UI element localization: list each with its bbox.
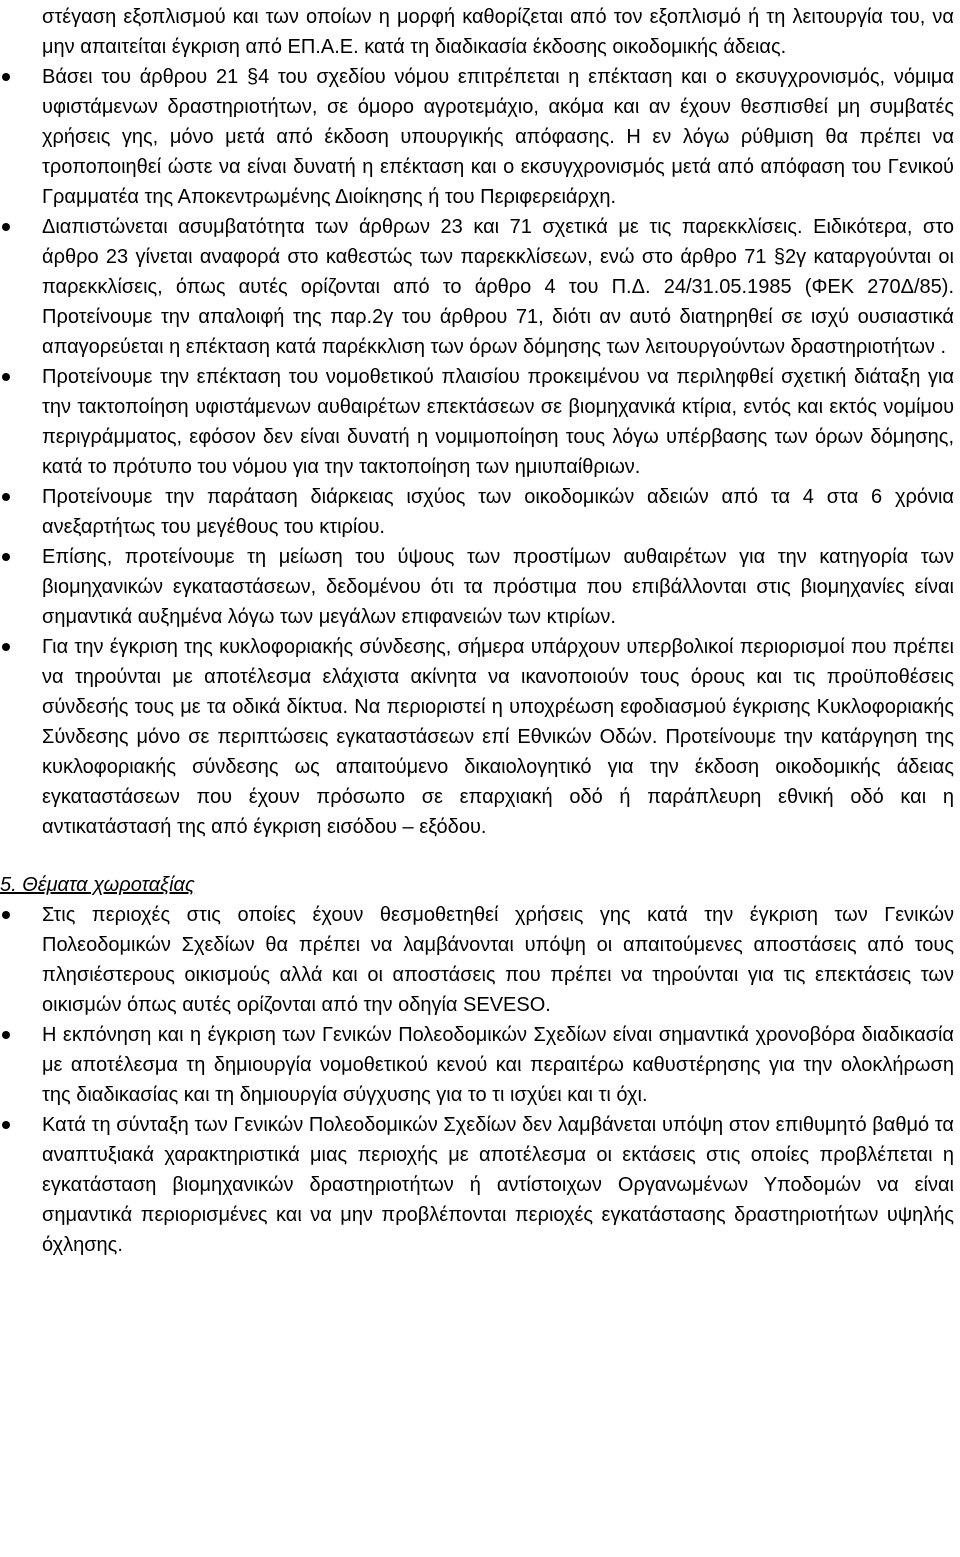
bullet-dot-icon (2, 373, 10, 381)
bullet-text: Προτείνουμε την επέκταση του νομοθετικού πλαισίου προκειμένου να περιληφθεί σχετική διάταξη για την τακτοποίηση υφιστάμενων αυθαιρέτων επεκτάσεων σε βιομηχανικά κτίρια, εντός και εκτός νομίμου περιγράμματος, εφόσον δεν είναι δυνατή η νομιμοποίηση τους λόγω υπέρβασης των όρων δόμησης, κατά το πρότυπο του νόμου για την τακτοποίηση των ημιυπαίθριων. (42, 366, 954, 478)
bullet-text: Προτείνουμε την παράταση διάρκειας ισχύος των οικοδομικών αδειών από τα 4 στα 6 χρόνια ανεξαρτήτως του μεγέθους του κτιρίου. (42, 486, 954, 538)
carryover-paragraph: στέγαση εξοπλισμού και των οποίων η μορφή καθορίζεται από τον εξοπλισμό ή τη λειτουργία του, να μην απαιτείται έγκριση από ΕΠ.Α.Ε. κατά τη διαδικασία έκδοσης οικοδομικής άδειας. (42, 6, 954, 58)
bullet-dot-icon (2, 911, 10, 919)
section-heading: 5. Θέματα χωροταξίας (0, 874, 195, 896)
bullet-item (0, 362, 954, 482)
bullet-text: Στις περιοχές στις οποίες έχουν θεσμοθετηθεί χρήσεις γης κατά την έγκριση των Γενικών Πολεοδομικών Σχεδίων θα πρέπει να λαμβάνονται υπόψη οι απαιτούμενες αποστάσεις από τους πλησιέστερους οικισμούς αλλά και οι αποστάσεις που πρέπει να τηρούνται για τις επεκτάσεις των οικισμών όπως αυτές ορίζονται από την οδηγία SEVESO. (42, 904, 954, 1016)
bullet-dot-icon (2, 1121, 10, 1129)
bullet-item (0, 900, 954, 1020)
bullet-item (0, 632, 954, 842)
bullet-item (0, 482, 954, 542)
bullet-text: Επίσης, προτείνουμε τη μείωση του ύψους των προστίμων αυθαιρέτων για την κατηγορία των βιομηχανικών εγκαταστάσεων, δεδομένου ότι τα πρόστιμα που επιβάλλονται στις βιομηχανίες είναι σημαντικά αυξημένα λόγω των μεγάλων επιφανειών των κτιρίων. (42, 546, 954, 628)
bullet-item (0, 1020, 954, 1110)
bullet-text: Για την έγκριση της κυκλοφοριακής σύνδεσης, σήμερα υπάρχουν υπερβολικοί περιορισμοί που πρέπει να τηρούνται με αποτέλεσμα ελάχιστα ακίνητα να ικανοποιούν τους όρους και τις προϋποθέσεις σύνδεσής τους με τα οδικά δίκτυα. Να περιοριστεί η υποχρέωση εφοδιασμού έγκρισης Κυκλοφοριακής Σύνδεσης μόνο σε περιπτώσεις εγκαταστάσεων επί Εθνικών Οδών. Προτείνουμε την κατάργηση της κυκλοφοριακής σύνδεσης ως απαιτούμενο δικαιολογητικό για την έκδοση οικοδομικής άδειας εγκαταστάσεων που έχουν πρόσωπο σε επαρχιακή οδό ή παράπλευρη εθνική οδό και η αντικατάστασή της από έγκριση εισόδου – εξόδου. (42, 636, 954, 838)
bullet-dot-icon (2, 223, 10, 231)
bullet-dot-icon (2, 1031, 10, 1039)
bullet-text: Βάσει του άρθρου 21 §4 του σχεδίου νόμου επιτρέπεται η επέκταση και ο εκσυγχρονισμός, νόμιμα υφιστάμενων δραστηριοτήτων, σε όμορο αγροτεμάχιο, ακόμα και αν έχουν θεσπισθεί μη συμβατές χρήσεις γης, μόνο μετά από έκδοση υπουργικής απόφασης. Η εν λόγω ρύθμιση θα πρέπει να τροποποιηθεί ώστε να είναι δυνατή η επέκταση και ο εκσυγχρονισμός μετά από απόφαση του Γενικού Γραμματέα της Αποκεντρωμένης Διοίκησης ή του Περιφερειάρχη. (42, 66, 954, 208)
bullet-text: Διαπιστώνεται ασυμβατότητα των άρθρων 23 και 71 σχετικά με τις παρεκκλίσεις. Ειδικότερα, στο άρθρο 23 γίνεται αναφορά στο καθεστώς των παρεκκλίσεων, ενώ στο άρθρο 71 §2γ καταργούνται οι παρεκκλίσεις, όπως αυτές ορίζονται από το άρθρο 4 του Π.Δ. 24/31.05.1985 (ΦΕΚ 270Δ/85). Προτείνουμε την απαλοιφή της παρ.2γ του άρθρου 71, διότι αν αυτό διατηρηθεί σε ισχύ ουσιαστικά απαγορεύεται η επέκταση κατά παρέκκλιση των όρων δόμησης των λειτουργούντων δραστηριοτήτων . (42, 216, 954, 358)
bullet-item (0, 62, 954, 212)
bullet-item (0, 212, 954, 362)
bullet-item (0, 542, 954, 632)
bullet-dot-icon (2, 73, 10, 81)
bullet-dot-icon (2, 493, 10, 501)
bullet-text: Η εκπόνηση και η έγκριση των Γενικών Πολεοδομικών Σχεδίων είναι σημαντικά χρονοβόρα διαδικασία με αποτέλεσμα τη δημιουργία νομοθετικού κενού και περαιτέρω καθυστέρησης για την ολοκλήρωση της διαδικασίας και τη δημιουργία σύγχυσης για το τι ισχύει και τι όχι. (42, 1024, 954, 1106)
bullet-item (0, 1110, 954, 1260)
bullet-dot-icon (2, 643, 10, 651)
bullet-dot-icon (2, 553, 10, 561)
bullet-text: Κατά τη σύνταξη των Γενικών Πολεοδομικών Σχεδίων δεν λαμβάνεται υπόψη στον επιθυμητό βαθμό τα αναπτυξιακά χαρακτηριστικά μιας περιοχής με αποτέλεσμα οι εκτάσεις στις οποίες προβλέπεται η εγκατάσταση βιομηχανικών δραστηριοτήτων ή αντίστοιχων Οργανωμένων Υποδομών να είναι σημαντικά περιορισμένες και να μην προβλέπονται περιοχές εγκατάστασης δραστηριοτήτων υψηλής όχλησης. (42, 1114, 954, 1256)
